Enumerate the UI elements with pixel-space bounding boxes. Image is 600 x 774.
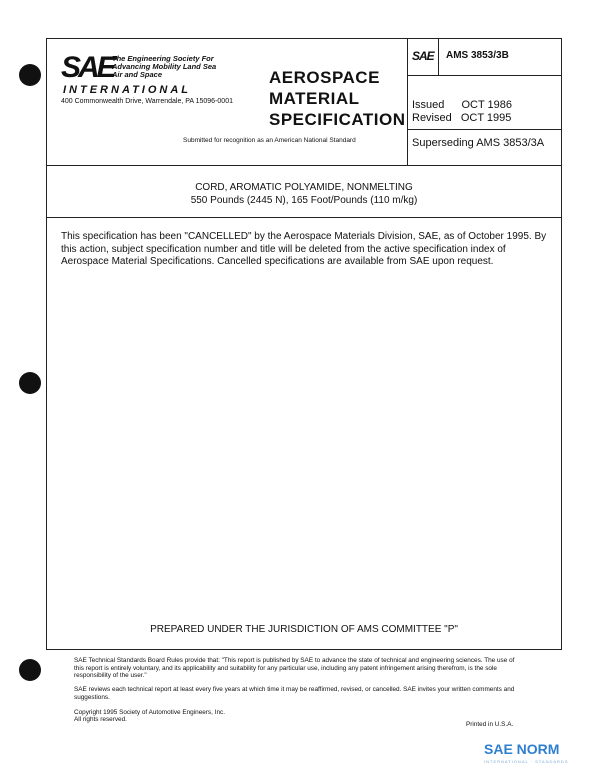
watermark-subtext: INTERNATIONAL · STANDARDS [484,759,569,764]
revised-date: OCT 1995 [460,112,512,124]
watermark-text: SAE NORM [484,741,560,757]
sae-address: 400 Commonwealth Drive, Warrendale, PA 15096-0001 [61,98,233,105]
watermark-logo [484,741,569,764]
sae-logo: SAE [61,51,114,84]
spec-title: CORD, AROMATIC POLYAMIDE, NONMELTING [195,182,413,193]
prepared-statement: PREPARED UNDER THE JURISDICTION OF AMS COMMITTEE "P" [150,624,458,635]
heading-line-1: AEROSPACE [269,68,380,87]
superseding-note: Superseding AMS 3853/3A [412,137,545,149]
issued-label: Issued [412,99,445,111]
spec-subtitle: 550 Pounds (2445 N), 165 Foot/Pounds (110 m/kg) [190,195,418,206]
binder-hole-middle [19,372,41,394]
binder-hole-bottom [19,659,41,681]
spec-number-box [408,39,562,76]
footer-rights: All rights reserved. [74,716,127,723]
footer-rules: SAE Technical Standards Board Rules provide that: "This report is published by SAE to advance the state of technical and engineering sciences. The use of this report is entirely voluntary, and its applicability and suitability for any particular use, including any patent infringement arising therefrom, is the sole responsibility of the user." [74,657,515,679]
divider [438,39,439,75]
ams-number: AMS 3853/3B [446,50,509,61]
submitted-note: Submitted for recognition as an American National Standard [183,137,356,144]
binder-hole-top [19,64,41,86]
issued-date: OCT 1986 [461,99,513,111]
revised-row [412,112,511,124]
spec-info-column [407,39,562,165]
sae-small-logo: SAE [412,49,434,63]
header-block [47,39,561,166]
heading-line-3: SPECIFICATION [269,110,406,129]
printed-in: Printed in U.S.A. [466,721,514,728]
spec-title-block [47,165,561,218]
footer-review: SAE reviews each technical report at least every five years at which time it may be reaffirmed, revised, or cancelled. SAE invites your written comments and suggestions. [74,686,515,701]
divider [408,129,562,130]
issued-row [412,99,512,111]
footer-copyright: Copyright 1995 Society of Automotive Engineers, Inc. [74,709,225,716]
logo-tagline: The Engineering Society For Advancing Mobility Land Sea Air and Space [112,54,217,79]
cancellation-notice: This specification has been "CANCELLED" by the Aerospace Materials Division, SAE, as of October 1995. By this action, subject specification number and title will be deleted from the active specification index of Aerospace Material Specifications. Cancelled specifications are available from SAE upon request. [61,231,547,267]
logo-international: INTERNATIONAL [63,84,192,96]
document-frame [46,38,562,650]
revised-label: Revised [412,112,452,124]
heading-line-2: MATERIAL [269,89,360,108]
document-type-heading [269,67,406,130]
